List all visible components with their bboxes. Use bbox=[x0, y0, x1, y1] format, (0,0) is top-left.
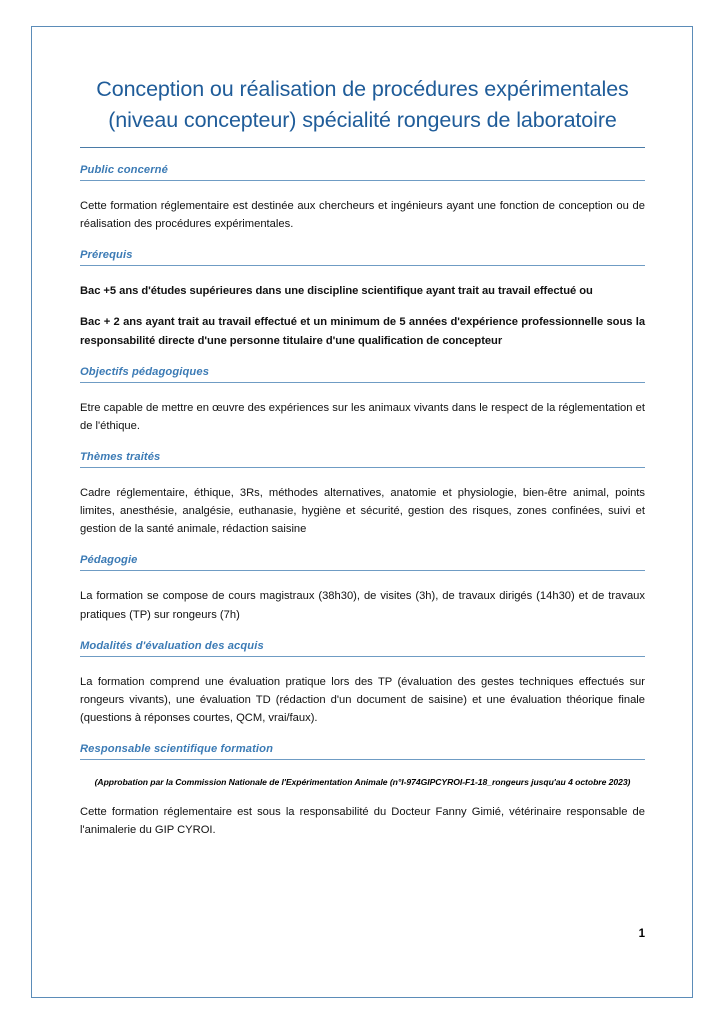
section-divider bbox=[80, 467, 645, 468]
section-divider bbox=[80, 570, 645, 571]
section-paragraph: Cette formation réglementaire est destinée aux chercheurs et ingénieurs ayant une fonction de conception ou de réalisation des procédures expérimentales. bbox=[80, 200, 645, 231]
section-heading: Objectifs pédagogiques bbox=[80, 365, 210, 378]
title-divider bbox=[80, 147, 645, 148]
approval-note: (Approbation par la Commission Nationale de l'Expérimentation Animale (n°I-974GIPCYROI-F1-18_rongeurs jusqu'au 4 octobre 2023) bbox=[94, 777, 631, 788]
section-divider bbox=[80, 265, 645, 266]
section-modalites-evaluation bbox=[80, 640, 645, 727]
section-paragraph: La formation comprend une évaluation pratique lors des TP (évaluation des gestes techniques effectués sur rongeurs vivants), une évaluation TD (rédaction d'un document de saisine) et une évaluation théorique finale (questions à réponses courtes, QCM, vrai/faux). bbox=[80, 675, 645, 724]
section-paragraph: La formation se compose de cours magistraux (38h30), de visites (3h), de travaux dirigés (14h30) et de travaux pratiques (TP) sur rongeurs (7h) bbox=[80, 590, 645, 621]
section-objectifs-pedagogiques bbox=[80, 366, 645, 435]
section-divider bbox=[80, 759, 645, 760]
section-paragraph: Bac +5 ans d'études supérieures dans une discipline scientifique ayant trait au travail effectué ou bbox=[80, 285, 593, 298]
page-title: Conception ou réalisation de procédures expérimentales (niveau concepteur) spécialité rongeurs de laboratoire bbox=[96, 77, 629, 132]
section-heading: Public concerné bbox=[80, 164, 168, 176]
page-footer bbox=[80, 920, 645, 940]
section-prerequis bbox=[80, 249, 645, 349]
section-paragraph: Etre capable de mettre en œuvre des expériences sur les animaux vivants dans le respect de la réglementation et de l'éthique. bbox=[80, 401, 645, 432]
section-paragraph: Bac + 2 ans ayant trait au travail effectué et un minimum de 5 années d'expérience professionnelle sous la responsabilité directe d'une personne titulaire d'une qualification de concepteur bbox=[80, 316, 645, 347]
section-divider bbox=[80, 382, 645, 383]
section-pedagogie bbox=[80, 554, 645, 623]
section-paragraph: Cette formation réglementaire est sous la responsabilité du Docteur Fanny Gimié, vétérinaire responsable de l'animalerie du GIP CYROI. bbox=[80, 806, 645, 837]
section-public-concerne bbox=[80, 164, 645, 233]
section-themes-traites bbox=[80, 451, 645, 538]
page-number: 1 bbox=[638, 928, 645, 940]
document-body bbox=[80, 74, 645, 839]
section-paragraph: Cadre réglementaire, éthique, 3Rs, méthodes alternatives, anatomie et physiologie, bien-être animal, points limites, anesthésie, analgésie, euthanasie, hygiène et sécurité, gestion des risques, zones confinées, suivi et gestion de la santé animale, rédaction saisine bbox=[80, 486, 645, 536]
section-divider bbox=[80, 180, 645, 181]
section-heading: Pédagogie bbox=[80, 554, 138, 567]
section-responsable-scientifique bbox=[80, 743, 645, 839]
section-heading: Modalités d'évaluation des acquis bbox=[80, 639, 264, 652]
section-heading: Prérequis bbox=[80, 249, 133, 262]
section-divider bbox=[80, 656, 645, 657]
section-heading: Responsable scientifique formation bbox=[80, 743, 273, 756]
section-heading: Thèmes traités bbox=[80, 450, 161, 463]
